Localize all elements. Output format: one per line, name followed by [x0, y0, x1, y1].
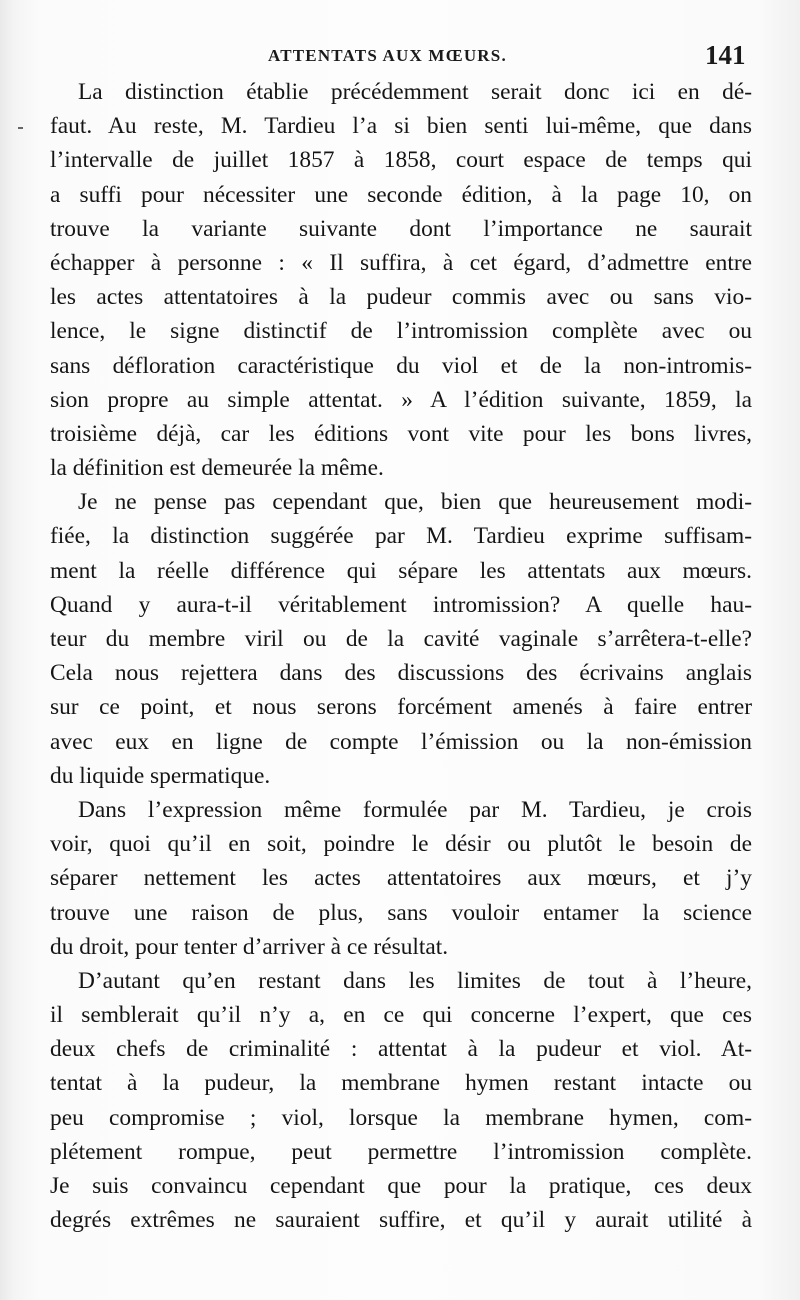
text-line: deux chefs de criminalité : attentat à la pudeur et viol. At- — [50, 1036, 752, 1063]
text-line: D’autant qu’en restant dans les limites de tout à l’heure, — [78, 967, 752, 994]
text-line: Je ne pense pas cependant que, bien que heureusement modi- — [78, 489, 752, 516]
text-line: ment la réelle différence qui sépare les attentats aux mœurs. — [50, 557, 752, 584]
text-line: trouve une raison de plus, sans vouloir entamer la science — [50, 899, 752, 926]
text-line: trouve la variante suivante dont l’importance ne saurait — [50, 215, 752, 242]
text-line: a suffi pour nécessiter une seconde édition, à la page 10, on — [50, 181, 752, 208]
text-line: lence, le signe distinctif de l’intromission complète avec ou — [50, 318, 752, 345]
text-line: fiée, la distinction suggérée par M. Tardieu exprime suffisam- — [50, 523, 752, 550]
text-line: échapper à personne : « Il suffira, à cet égard, d’admettre entre — [50, 249, 752, 276]
text-line: Cela nous rejettera dans des discussions des écrivains anglais — [50, 660, 752, 687]
text-line: l’intervalle de juillet 1857 à 1858, court espace de temps qui — [50, 147, 752, 174]
margin-mark — [18, 127, 23, 129]
running-title: ATTENTATS AUX MŒURS. — [268, 46, 507, 65]
text-line: troisième déjà, car les éditions vont vite pour les bons livres, — [50, 420, 752, 447]
page-number: 141 — [705, 40, 746, 70]
text-line: Quand y aura-t-il véritablement intromission? A quelle hau- — [50, 591, 752, 618]
text-line: peu compromise ; viol, lorsque la membrane hymen, com- — [50, 1104, 752, 1131]
body-text — [50, 75, 752, 1237]
text-line: du liquide spermatique. — [50, 762, 271, 789]
text-line: la définition est demeurée la même. — [50, 455, 384, 482]
text-line: sans défloration caractéristique du viol et de la non-intromis- — [50, 352, 752, 379]
text-line: avec eux en ligne de compte l’émission ou la non-émission — [50, 728, 752, 755]
text-line: du droit, pour tenter d’arriver à ce résultat. — [50, 933, 449, 960]
text-line: plétement rompue, peut permettre l’intromission complète. — [50, 1138, 752, 1165]
text-line: il semblerait qu’il n’y a, en ce qui concerne l’expert, que ces — [50, 1002, 752, 1029]
text-line: les actes attentatoires à la pudeur commis avec ou sans vio- — [50, 284, 752, 311]
running-head — [0, 40, 800, 80]
text-line: degrés extrêmes ne sauraient suffire, et qu’il y aurait utilité à — [50, 1207, 752, 1234]
text-line: tentat à la pudeur, la membrane hymen restant intacte ou — [50, 1070, 752, 1097]
text-line: Je suis convaincu cependant que pour la pratique, ces deux — [50, 1173, 752, 1199]
text-line: La distinction établie précédemment serait donc ici en dé- — [78, 79, 752, 105]
text-line: sion propre au simple attentat. » A l’édition suivante, 1859, la — [50, 386, 752, 413]
text-line: voir, quoi qu’il en soit, poindre le désir ou plutôt le besoin de — [50, 831, 752, 858]
text-line: sur ce point, et nous serons forcément amenés à faire entrer — [50, 694, 752, 721]
text-line: teur du membre viril ou de la cavité vaginale s’arrêtera-t-elle? — [50, 626, 752, 652]
text-line: Dans l’expression même formulée par M. Tardieu, je crois — [78, 796, 752, 823]
text-line: faut. Au reste, M. Tardieu l’a si bien senti lui-même, que dans — [50, 113, 752, 140]
text-line: séparer nettement les actes attentatoires aux mœurs, et j’y — [50, 865, 752, 892]
